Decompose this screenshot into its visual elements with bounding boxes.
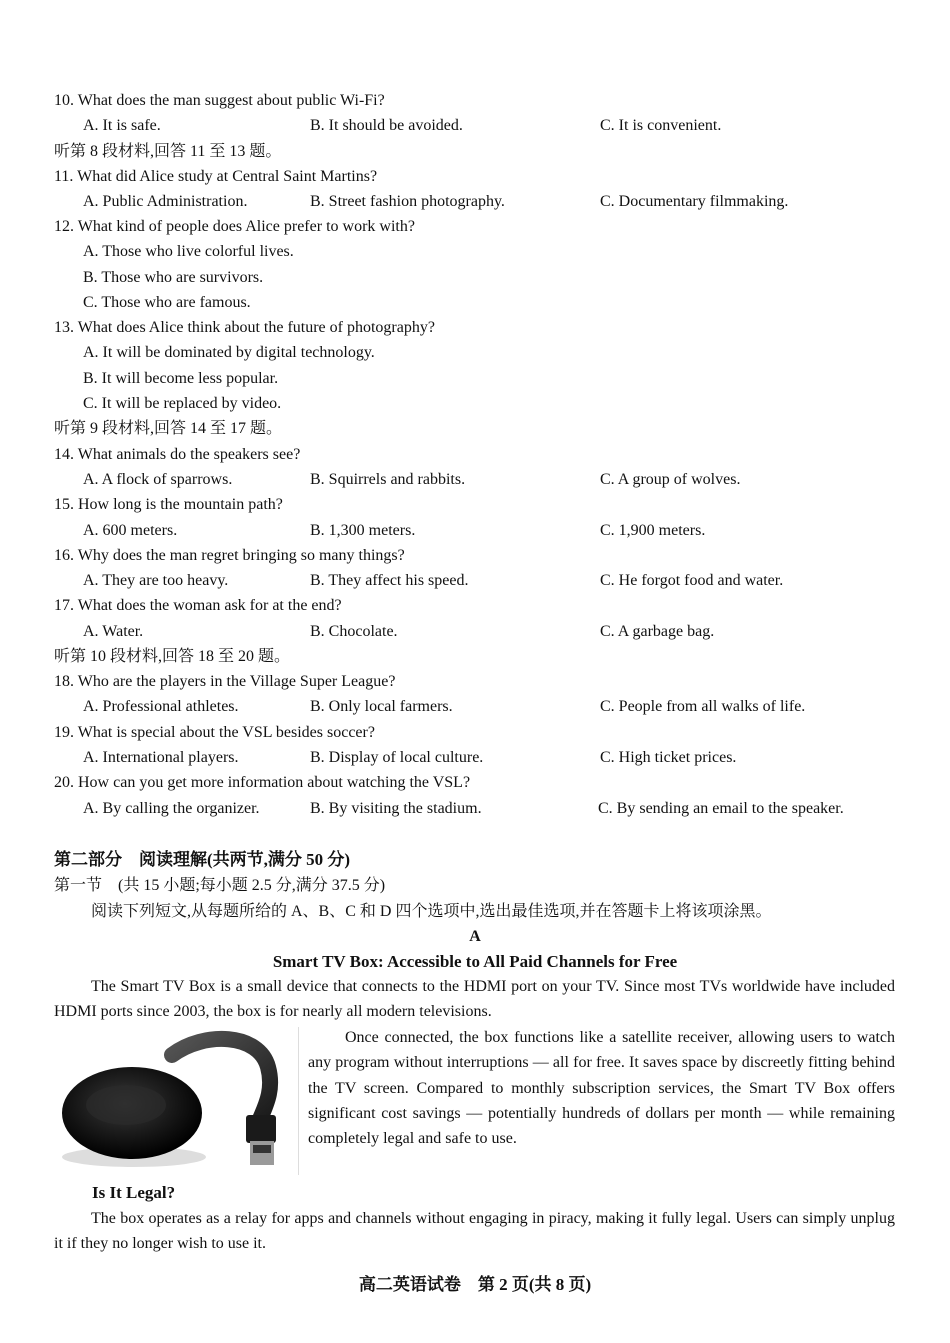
option-c: C. A group of wolves. [600, 471, 741, 488]
paragraph-1-text: The Smart TV Box is a small device that connects to the HDMI port on your TV. Since most TVs worldwide have included HDMI ports since 2003, the box is for nearly all modern televisions. [54, 978, 895, 1021]
subheading-legal: Is It Legal? [92, 1183, 176, 1202]
question-11: 11. What did Alice study at Central Saint Martins? [54, 168, 378, 185]
option-c: C. A garbage bag. [600, 623, 715, 640]
page-footer: 高二英语试卷 第 2 页(共 8 页) [358, 1275, 592, 1294]
option-b: B. 1,300 meters. [310, 522, 416, 539]
passage-paragraph-2 [308, 1025, 895, 1151]
option-a: A. Water. [83, 623, 144, 640]
option-c: C. By sending an email to the speaker. [598, 800, 844, 817]
option-b: B. Only local farmers. [310, 698, 453, 715]
paragraph-2-text: Once connected, the box functions like a satellite receiver, allowing users to watch any program without interruptions — all for free. It saves space by discreetly fitting behind the TV screen. Compared to monthly subscription services, the Smart TV Box offers significant cost savings — potentially hundreds of dollars per month — while remaining completely legal and safe to use. [308, 1029, 895, 1148]
option-b: B. Street fashion photography. [310, 193, 505, 210]
option-b: B. Display of local culture. [310, 749, 484, 766]
option-b: B. Squirrels and rabbits. [310, 471, 466, 488]
option-a: A. Public Administration. [83, 193, 248, 210]
question-18: 18. Who are the players in the Village Super League? [54, 673, 396, 690]
option-b: B. It will become less popular. [83, 370, 279, 387]
option-c: C. 1,900 meters. [600, 522, 706, 539]
passage-title: Smart TV Box: Accessible to All Paid Channels for Free [272, 952, 678, 971]
question-12: 12. What kind of people does Alice prefer to work with? [54, 218, 415, 235]
option-a: A. Those who live colorful lives. [83, 243, 294, 260]
option-b: B. They affect his speed. [310, 572, 469, 589]
part-2-title: 第二部分 阅读理解(共两节,满分 50 分) [54, 850, 351, 869]
option-b: B. Chocolate. [310, 623, 398, 640]
smart-tv-box-image [54, 1027, 299, 1175]
option-a: A. A flock of sparrows. [83, 471, 233, 488]
tv-box-device-icon [54, 1027, 298, 1175]
paragraph-3-text: The box operates as a relay for apps and channels without engaging in piracy, making it fully legal. Users can simply unplug it if they no longer wish to use it. [54, 1210, 895, 1253]
section-10-header: 听第 10 段材料,回答 18 至 20 题。 [54, 648, 291, 665]
section-8-header: 听第 8 段材料,回答 11 至 13 题。 [54, 143, 282, 160]
passage-paragraph-1 [54, 974, 895, 1025]
option-c: C. It is convenient. [600, 117, 722, 134]
section-9-header: 听第 9 段材料,回答 14 至 17 题。 [54, 420, 283, 437]
option-a: A. They are too heavy. [83, 572, 229, 589]
passage-paragraph-3 [54, 1206, 895, 1257]
question-10: 10. What does the man suggest about public Wi-Fi? [54, 92, 385, 109]
option-a: A. Professional athletes. [83, 698, 239, 715]
question-15: 15. How long is the mountain path? [54, 496, 283, 513]
option-b: B. Those who are survivors. [83, 269, 264, 286]
option-a: A. 600 meters. [83, 522, 178, 539]
passage-letter: A [469, 928, 481, 945]
question-20: 20. How can you get more information about watching the VSL? [54, 774, 471, 791]
question-14: 14. What animals do the speakers see? [54, 446, 301, 463]
question-17: 17. What does the woman ask for at the end? [54, 597, 342, 614]
option-c: C. It will be replaced by video. [83, 395, 282, 412]
option-a: A. It is safe. [83, 117, 161, 134]
option-b: B. It should be avoided. [310, 117, 463, 134]
option-c: C. He forgot food and water. [600, 572, 784, 589]
option-c: C. Those who are famous. [83, 294, 251, 311]
reading-instruction: 阅读下列短文,从每题所给的 A、B、C 和 D 四个选项中,选出最佳选项,并在答题卡上将该项涂黑。 [91, 903, 772, 920]
option-b: B. By visiting the stadium. [310, 800, 482, 817]
question-16: 16. Why does the man regret bringing so many things? [54, 547, 405, 564]
option-c: C. High ticket prices. [600, 749, 737, 766]
option-a: A. International players. [83, 749, 239, 766]
question-13: 13. What does Alice think about the future of photography? [54, 319, 435, 336]
option-a: A. By calling the organizer. [83, 800, 260, 817]
option-c: C. Documentary filmmaking. [600, 193, 789, 210]
question-19: 19. What is special about the VSL besides soccer? [54, 724, 375, 741]
section-1-title: 第一节 (共 15 小题;每小题 2.5 分,满分 37.5 分) [54, 877, 386, 894]
option-a: A. It will be dominated by digital technology. [83, 344, 375, 361]
option-c: C. People from all walks of life. [600, 698, 806, 715]
